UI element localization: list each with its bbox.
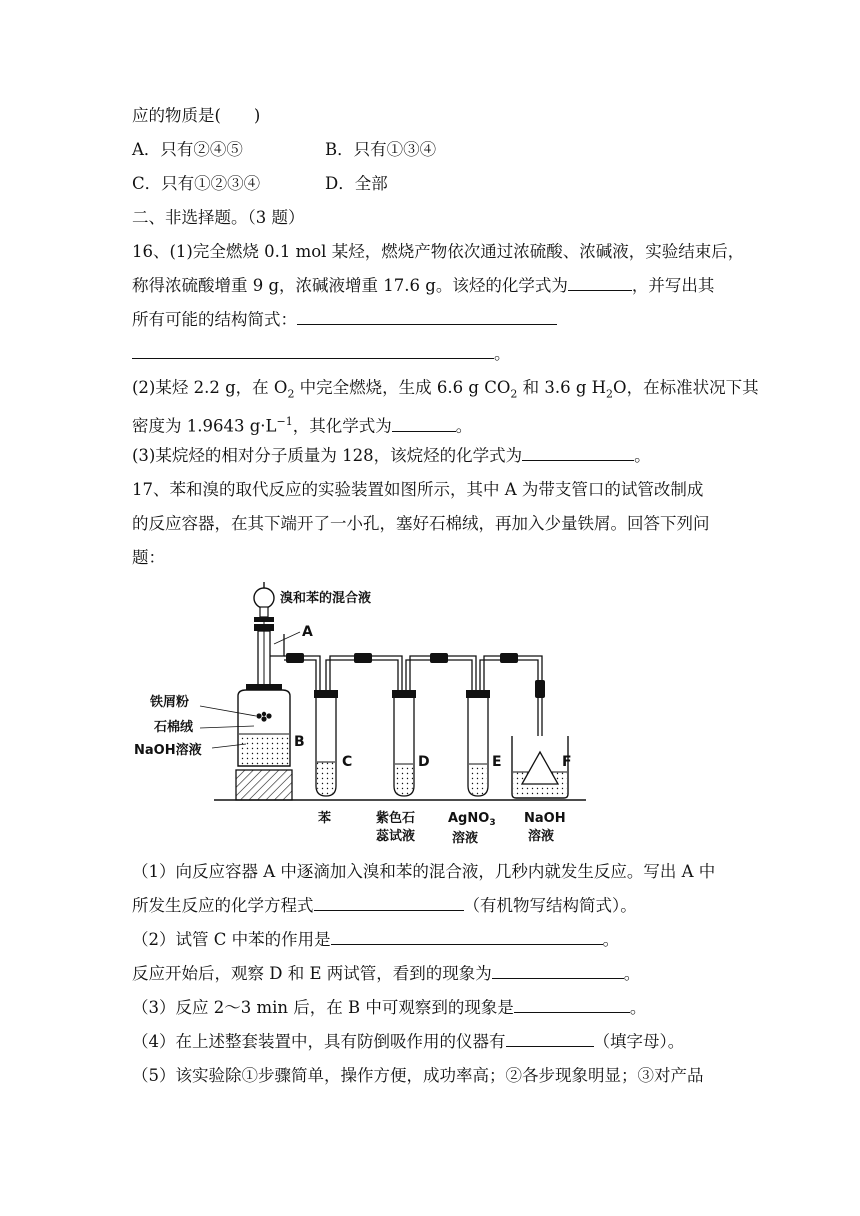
label-naoh-f: NaOH <box>524 811 566 826</box>
answer-blank[interactable] <box>522 444 634 461</box>
apparatus-diagram <box>134 576 590 848</box>
q16-p3-end: 。 <box>634 446 651 465</box>
q17-sub3-end: 。 <box>629 998 647 1017</box>
answer-blank[interactable] <box>492 962 624 979</box>
q16-line-2-tail: ，并写出其 <box>631 276 715 295</box>
q16-p2-end: 。 <box>455 416 473 436</box>
q17-sub3-prompt: （3）反应 2～3 min 后，在 B 中可观察到的现象是 <box>132 998 514 1017</box>
q17-line-1: 17、苯和溴的取代反应的实验装置如图所示，其中 A 为带支管口的试管改制成 <box>132 480 704 499</box>
label-asbestos: 石棉绒 <box>154 720 194 735</box>
label-agno3: AgNO$_3$ <box>448 811 496 828</box>
q17-sub1-line-1: （1）向反应容器 A 中逐滴加入溴和苯的混合液，几秒内就发生反应。写出 A 中 <box>132 862 716 881</box>
q17-line-2: 的反应容器，在其下端开了一小孔，塞好石棉绒，再加入少量铁屑。回答下列问 <box>132 514 710 533</box>
test-tube-c <box>314 690 338 796</box>
q17-sub1-prompt: 所发生反应的化学方程式 <box>132 896 314 915</box>
q15-option-b: B．只有①③④ <box>325 140 437 159</box>
vessel-b <box>236 684 292 800</box>
subscript: 2 <box>606 387 614 401</box>
q15-option-d: D．全部 <box>325 174 388 193</box>
q16-part-2-line-1 <box>132 376 759 406</box>
label-e: E <box>492 754 502 770</box>
pipe-c-d <box>326 660 398 694</box>
answer-blank[interactable] <box>297 308 557 325</box>
q17-sub3 <box>132 996 646 1020</box>
beaker-f <box>512 736 568 798</box>
q17-sub2-observe: 反应开始后，观察 D 和 E 两试管，看到的现象为 <box>132 964 492 983</box>
label-d: D <box>418 754 430 770</box>
answer-blank[interactable] <box>331 928 603 945</box>
label-litmus-1: 紫色石 <box>376 811 416 826</box>
answer-blank[interactable] <box>514 996 630 1013</box>
tube-clamp <box>535 680 545 698</box>
q15-option-a: A．只有②④⑤ <box>132 140 243 159</box>
answer-blank[interactable] <box>132 342 494 359</box>
q16-part-2-line-2 <box>132 410 472 439</box>
answer-blank[interactable] <box>568 274 632 291</box>
q15-stem-end: 应的物质是( ) <box>132 106 261 125</box>
q16-line-4 <box>132 342 511 366</box>
label-b: B <box>294 734 305 750</box>
q16-p2-text-d: O，在标准状况下其 <box>613 378 759 397</box>
label-litmus-2: 蕊试液 <box>376 829 416 844</box>
q17-sub2-end: 。 <box>602 930 620 949</box>
answer-blank[interactable] <box>506 1030 594 1047</box>
q16-p2-text-b: 中完全燃烧，生成 6.6 g CO <box>294 378 511 397</box>
q17-sub1-note: （有机物写结构简式）。 <box>463 896 637 915</box>
q16-line-2-text: 称得浓硫酸增重 9 g，浓碱液增重 17.6 g。该烃的化学式为 <box>132 276 568 295</box>
label-mixture: 溴和苯的混合液 <box>280 591 372 606</box>
q17-sub5: （5）该实验除①步骤简单，操作方便，成功率高；②各步现象明显；③对产品 <box>132 1066 704 1085</box>
q16-line-3 <box>132 308 557 332</box>
subscript: 2 <box>510 387 518 401</box>
section-title: 二、非选择题。（3 题） <box>132 208 305 227</box>
label-naoh-b: NaOH溶液 <box>134 743 202 758</box>
tube-clamp <box>430 653 448 663</box>
q16-p3-text: (3)某烷烃的相对分子质量为 128，该烷烃的化学式为 <box>132 446 523 465</box>
q17-sub4-prompt: （4）在上述整套装置中，具有防倒吸作用的仪器有 <box>132 1032 506 1051</box>
tube-clamp <box>354 653 372 663</box>
test-tube-d <box>392 690 416 796</box>
label-a: A <box>302 624 313 640</box>
q16-part-3 <box>132 444 651 468</box>
q17-sub2-prompt: （2）试管 C 中苯的作用是 <box>132 930 331 949</box>
superscript: −1 <box>276 415 293 428</box>
q16-line-2 <box>132 274 714 298</box>
tube-clamp <box>286 653 304 663</box>
tube-clamp <box>500 653 518 663</box>
subscript: 2 <box>287 387 295 401</box>
answer-blank[interactable] <box>392 415 456 432</box>
q17-sub1-line-2 <box>132 894 637 918</box>
q16-line-1: 16、(1)完全燃烧 0.1 mol 某烃，燃烧产物依次通过浓硫酸、浓碱液，实验结束后， <box>132 242 745 261</box>
q15-option-c: C．只有①②③④ <box>132 174 261 193</box>
q17-sub2-observe-end: 。 <box>623 964 641 983</box>
q16-p2-density: 密度为 1.9643 g·L <box>132 416 277 436</box>
q17-sub4 <box>132 1030 684 1054</box>
q16-p2-text-c: 和 3.6 g H <box>517 378 607 397</box>
label-agno3-solution: 溶液 <box>452 831 479 846</box>
q16-line-3-text: 所有可能的结构简式： <box>132 310 297 329</box>
q16-p2-text-a: (2)某烃 2.2 g，在 O <box>132 378 288 397</box>
label-f: F <box>562 754 572 770</box>
q17-sub2-line-2 <box>132 962 640 986</box>
q17-sub4-note: （填字母）。 <box>593 1032 685 1051</box>
q16-p2-formula-prompt: ，其化学式为 <box>292 416 392 436</box>
label-c: C <box>342 754 353 770</box>
label-naoh-f-solution: 溶液 <box>528 829 555 844</box>
q17-line-3: 题： <box>132 548 165 567</box>
q17-sub2-line-1 <box>132 928 619 952</box>
answer-blank[interactable] <box>314 894 464 911</box>
q16-line-4-end: 。 <box>494 344 511 363</box>
label-iron-powder: 铁屑粉 <box>150 695 190 710</box>
test-tube-e <box>466 690 490 796</box>
separatory-funnel <box>254 582 274 622</box>
label-benzene: 苯 <box>318 811 332 826</box>
pipe-d-e <box>406 660 472 694</box>
